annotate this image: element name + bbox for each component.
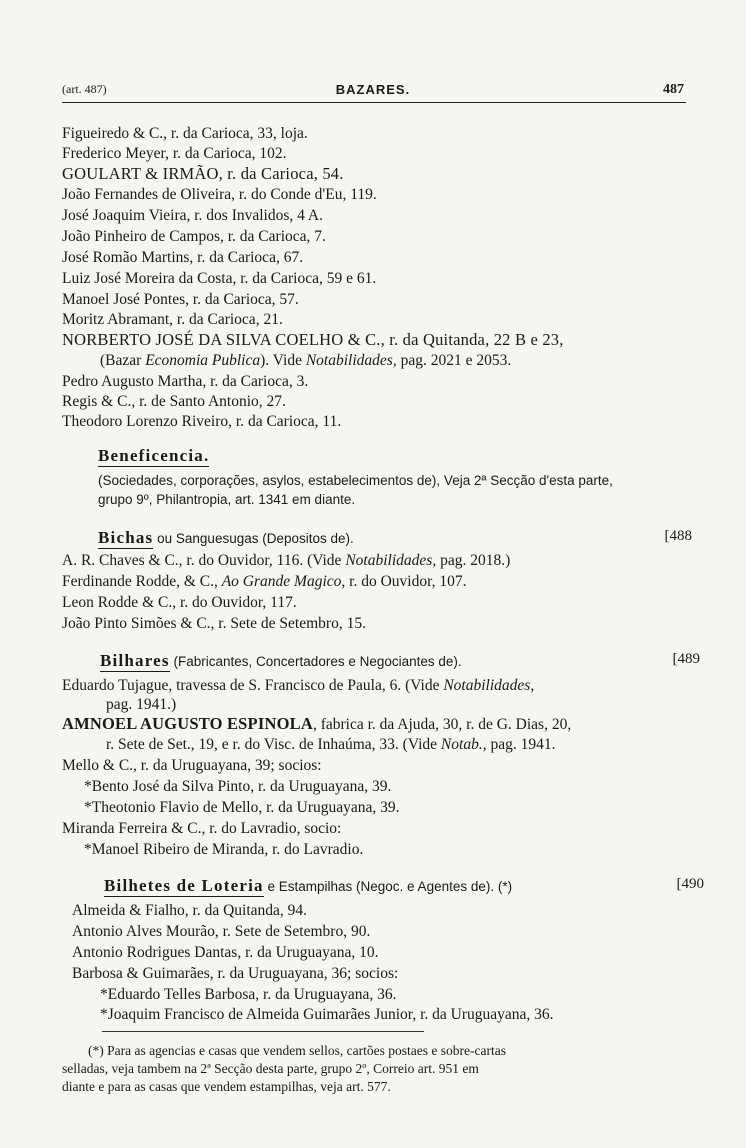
- list-item: Mello & C., r. da Uruguayana, 39; socios:: [62, 757, 322, 774]
- page-number: 487: [663, 82, 684, 97]
- list-item: GOULART & IRMÃO, r. da Carioca, 54.: [62, 164, 344, 183]
- list-item: Pedro Augusto Martha, r. da Carioca, 3.: [62, 373, 309, 390]
- list-item: João Fernandes de Oliveira, r. do Conde d'Eu, 119.: [62, 186, 377, 203]
- list-item: Luiz José Moreira da Costa, r. da Carioca, 59 e 61.: [62, 270, 377, 287]
- list-item: Moritz Abramant, r. da Carioca, 21.: [62, 311, 283, 328]
- section-note: (Sociedades, corporações, asylos, estabelecimentos de), Veja 2ª Secção d'esta parte,: [98, 473, 613, 488]
- list-item: Almeida & Fialho, r. da Quitanda, 94.: [72, 902, 308, 919]
- section-heading-bilhares: Bilhares (Fabricantes, Concertadores e Negociantes de).: [100, 651, 462, 670]
- footnote-line: diante e para as casas que vendem estampilhas, veja art. 577.: [62, 1079, 391, 1094]
- list-item: Figueiredo & C., r. da Carioca, 33, loja.: [62, 125, 308, 142]
- section-heading-bichas: Bichas ou Sanguesugas (Depositos de).: [98, 528, 354, 547]
- section-heading-bilhetes: Bilhetes de Loteria e Estampilhas (Negoc. e Agentes de). (*): [104, 876, 513, 895]
- list-item: A. R. Chaves & C., r. do Ouvidor, 116. (Vide Notabilidades, pag. 2018.): [62, 552, 511, 569]
- list-item: José Joaquim Vieira, r. dos Invalidos, 4 A.: [62, 207, 323, 224]
- list-item: Antonio Rodrigues Dantas, r. da Uruguayana, 10.: [72, 944, 379, 961]
- list-item: Miranda Ferreira & C., r. do Lavradio, socio:: [62, 820, 342, 837]
- article-number: [489: [672, 651, 700, 667]
- article-number: [488: [664, 528, 692, 544]
- list-item: Antonio Alves Mourão, r. Sete de Setembro, 90.: [72, 923, 371, 940]
- footnote-line: selladas, veja tambem na 2ª Secção desta parte, grupo 2º, Correio art. 951 em: [62, 1061, 479, 1076]
- list-item: Regis & C., r. de Santo Antonio, 27.: [62, 393, 286, 410]
- list-item: Ferdinande Rodde, & C., Ao Grande Magico, r. do Ouvidor, 107.: [62, 573, 467, 590]
- list-item-continuation: r. Sete de Set., 19, e r. do Visc. de Inhaúma, 33. (Vide Notab., pag. 1941.: [106, 736, 556, 753]
- list-item: Frederico Meyer, r. da Carioca, 102.: [62, 145, 287, 162]
- running-header: [62, 82, 684, 100]
- list-item-partner: *Bento José da Silva Pinto, r. da Uruguayana, 39.: [84, 778, 392, 795]
- list-item: AMNOEL AUGUSTO ESPINOLA, fabrica r. da Ajuda, 30, r. de G. Dias, 20,: [62, 714, 572, 733]
- list-item: Leon Rodde & C., r. do Ouvidor, 117.: [62, 594, 297, 611]
- list-item-continuation: (Bazar Economia Publica). Vide Notabilidades, pag. 2021 e 2053.: [100, 352, 512, 369]
- list-item: Manoel José Pontes, r. da Carioca, 57.: [62, 291, 299, 308]
- footnote-rule: [102, 1031, 424, 1032]
- page-title: BAZARES.: [335, 82, 411, 97]
- list-item: NORBERTO JOSÉ DA SILVA COELHO & C., r. da Quitanda, 22 B e 23,: [62, 330, 564, 349]
- section-note: grupo 9º, Philantropia, art. 1341 em diante.: [98, 492, 356, 507]
- article-reference: (art. 487): [62, 82, 107, 96]
- header-rule: [62, 102, 686, 103]
- footnote-line: (*) Para as agencias e casas que vendem sellos, cartões postaes e sobre-cartas: [88, 1043, 506, 1058]
- list-item: Eduardo Tujague, travessa de S. Francisco de Paula, 6. (Vide Notabilidades,: [62, 677, 535, 694]
- section-heading-beneficencia: Beneficencia.: [98, 446, 210, 465]
- list-item: José Romão Martins, r. da Carioca, 67.: [62, 249, 304, 266]
- list-item-partner: *Manoel Ribeiro de Miranda, r. do Lavradio.: [84, 841, 364, 858]
- list-item: Barbosa & Guimarães, r. da Uruguayana, 36; socios:: [72, 965, 399, 982]
- list-item-continuation: pag. 1941.): [106, 696, 177, 713]
- list-item-partner: *Theotonio Flavio de Mello, r. da Uruguayana, 39.: [84, 799, 400, 816]
- article-number: [490: [676, 876, 704, 892]
- list-item: João Pinheiro de Campos, r. da Carioca, 7.: [62, 228, 326, 245]
- list-item-partner: *Eduardo Telles Barbosa, r. da Uruguayana, 36.: [100, 986, 397, 1003]
- list-item-partner: *Joaquim Francisco de Almeida Guimarães Junior, r. da Uruguayana, 36.: [100, 1006, 554, 1023]
- list-item: Theodoro Lorenzo Riveiro, r. da Carioca, 11.: [62, 413, 342, 430]
- list-item: João Pinto Simões & C., r. Sete de Setembro, 15.: [62, 615, 366, 632]
